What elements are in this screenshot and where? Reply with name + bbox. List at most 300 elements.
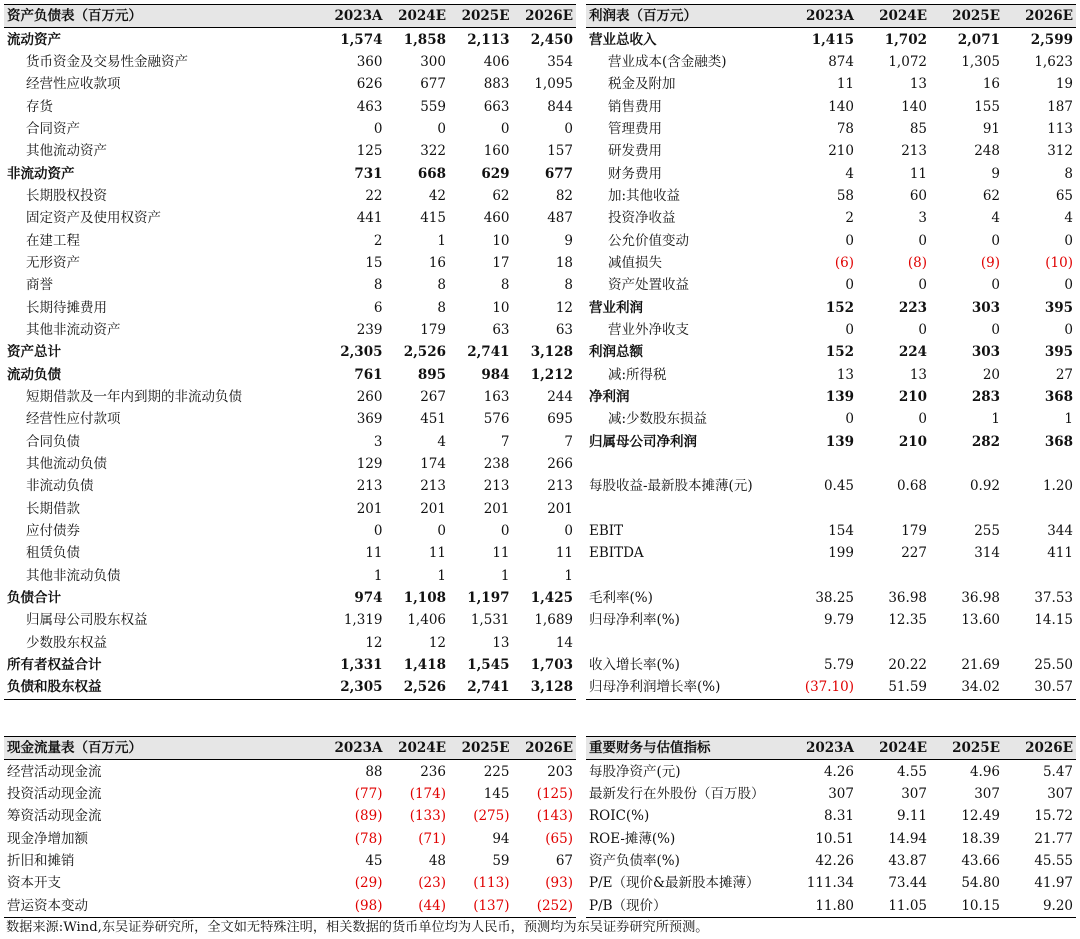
- cell-value: 20: [982, 366, 1000, 383]
- row-label: 合同资产: [26, 120, 80, 137]
- cell-value: 11: [909, 165, 927, 182]
- cell-value: [784, 632, 857, 654]
- cell-value: (137): [449, 894, 513, 917]
- table-row: [4, 565, 576, 587]
- cell-value: 4.55: [896, 763, 927, 780]
- cell-value: 51.59: [857, 676, 930, 699]
- row-label: 减值损失: [608, 254, 662, 271]
- table-row: [4, 185, 576, 207]
- table-row: [4, 73, 576, 95]
- row-label: 减:所得税: [608, 366, 667, 383]
- row-label: 长期待摊费用: [26, 299, 107, 316]
- cell-value: 0: [373, 523, 383, 540]
- cell-value: 129: [356, 456, 383, 473]
- row-label: 经营性应付款项: [26, 411, 121, 428]
- year-header: 2025E: [449, 5, 513, 28]
- row-label: 税金及附加: [608, 76, 676, 93]
- table-row: [4, 827, 576, 849]
- cell-value: 0.68: [896, 478, 927, 495]
- table-row: [586, 386, 1076, 408]
- row-label: 其他非流动资产: [26, 321, 121, 338]
- cell-value: 307: [828, 785, 854, 802]
- table-row: [4, 783, 576, 805]
- row-label: 归母净利润增长率(%): [586, 676, 784, 699]
- row-label: 销售费用: [608, 98, 662, 115]
- cell-value: 0: [918, 232, 927, 249]
- row-label: 研发费用: [608, 143, 662, 160]
- table-row: [586, 252, 1076, 274]
- table-row: [586, 587, 1076, 609]
- cell-value: 0: [845, 232, 854, 249]
- table-row: [586, 229, 1076, 251]
- cell-value: 67: [555, 852, 573, 869]
- cell-value: 11: [428, 545, 446, 562]
- cell-value: 406: [483, 53, 510, 70]
- cell-value: 22: [365, 187, 383, 204]
- cell-value: [930, 498, 1003, 520]
- cell-value: 1,425: [530, 590, 573, 607]
- cell-value: 213: [901, 143, 927, 160]
- cell-value: 283: [971, 389, 1000, 406]
- cell-value: 11: [492, 545, 510, 562]
- cell-value: 21.69: [961, 657, 1000, 674]
- cell-value: 1,702: [884, 31, 927, 48]
- cell-value: 1,418: [403, 657, 446, 674]
- row-label: 合同负债: [26, 433, 80, 450]
- cell-value: 1,319: [343, 612, 383, 629]
- cell-value: 368: [1044, 433, 1073, 450]
- cell-value: (89): [354, 808, 383, 825]
- table-row: [4, 341, 576, 363]
- cell-value: [1003, 453, 1076, 475]
- year-header: 2023A: [784, 737, 857, 760]
- cell-value: 201: [356, 500, 383, 517]
- cell-value: (44): [386, 894, 450, 917]
- cell-value: [1003, 498, 1076, 520]
- cell-value: 8: [437, 299, 446, 316]
- cell-value: 111.34: [806, 875, 854, 892]
- row-label: 无形资产: [26, 254, 80, 271]
- year-header: 2026E: [1003, 737, 1076, 760]
- cell-value: 113: [1047, 120, 1073, 137]
- cell-value: 255: [974, 523, 1000, 540]
- cell-value: (252): [513, 894, 577, 917]
- cell-value: 0: [564, 120, 573, 137]
- cell-value: 0: [1064, 277, 1073, 294]
- cell-value: 576: [483, 411, 510, 428]
- table-row: [4, 386, 576, 408]
- table-row: [4, 520, 576, 542]
- row-label: 资本开支: [7, 875, 61, 892]
- cell-value: 895: [417, 366, 446, 383]
- cell-value: 307: [901, 785, 927, 802]
- cell-value: 10: [492, 299, 510, 316]
- cell-value: (133): [409, 808, 446, 825]
- cell-value: 12: [365, 634, 383, 651]
- cell-value: 88: [365, 763, 383, 780]
- table-row: [4, 760, 576, 783]
- cell-value: 20.22: [888, 657, 927, 674]
- cell-value: 0: [991, 232, 1000, 249]
- row-label: 资产处置收益: [608, 277, 689, 294]
- cell-value: 13: [836, 366, 854, 383]
- cell-value: 1,331: [340, 657, 383, 674]
- table-row: [4, 431, 576, 453]
- row-label: 减:少数股东损益: [608, 411, 708, 428]
- balance-sheet-table: [4, 4, 576, 700]
- cell-value: 18: [555, 254, 573, 271]
- table-row: [4, 805, 576, 827]
- row-label: 折旧和摊销: [7, 852, 75, 869]
- year-header: 2026E: [513, 5, 577, 28]
- row-label: 所有者权益合计: [7, 657, 102, 674]
- cell-value: 8: [564, 277, 573, 294]
- row-label: 存货: [26, 98, 53, 115]
- table-row: [586, 827, 1076, 849]
- table-row: [586, 654, 1076, 676]
- row-label: 投资净收益: [608, 210, 676, 227]
- table-row: [586, 850, 1076, 872]
- row-label: ROIC(%): [589, 808, 650, 825]
- cell-value: 451: [420, 411, 446, 428]
- table-row: [586, 207, 1076, 229]
- row-label: 财务费用: [608, 165, 662, 182]
- table-header-row: [586, 737, 1076, 760]
- table-header-row: [4, 737, 576, 760]
- cell-value: 42.26: [815, 852, 854, 869]
- cell-value: 42: [428, 187, 446, 204]
- cell-value: 11: [555, 545, 573, 562]
- cell-value: 8: [373, 277, 383, 294]
- cell-value: 322: [420, 143, 446, 160]
- table-row: [586, 185, 1076, 207]
- row-label: EBIT: [589, 523, 624, 540]
- table-row: [4, 28, 576, 51]
- cell-value: 9.11: [896, 808, 927, 825]
- cell-value: 677: [544, 165, 573, 182]
- cell-value: 344: [1047, 523, 1073, 540]
- cell-value: 48: [428, 852, 446, 869]
- cell-value: 369: [356, 411, 383, 428]
- cell-value: 307: [974, 785, 1000, 802]
- table-row: [4, 632, 576, 654]
- cell-value: 7: [564, 433, 573, 450]
- cell-value: 27: [1055, 366, 1073, 383]
- row-label: 归属母公司股东权益: [26, 612, 148, 629]
- cell-value: 2,526: [386, 676, 450, 699]
- cell-value: 559: [420, 98, 446, 115]
- cell-value: 12: [555, 299, 573, 316]
- cell-value: 213: [547, 478, 573, 495]
- cell-value: 15.72: [1034, 808, 1073, 825]
- cell-value: 1,212: [530, 366, 573, 383]
- cell-value: 1,415: [811, 31, 854, 48]
- cell-value: 0.45: [823, 478, 854, 495]
- cell-value: 3,128: [530, 344, 573, 361]
- table-row: [586, 760, 1076, 783]
- cell-value: 201: [547, 500, 573, 517]
- row-label: 毛利率(%): [589, 590, 653, 607]
- cell-value: 18.39: [961, 830, 1000, 847]
- cell-value: 12.49: [961, 808, 1000, 825]
- cell-value: 2,450: [530, 31, 573, 48]
- cell-value: 210: [898, 433, 927, 450]
- cell-value: [857, 632, 930, 654]
- row-label: 其他非流动负债: [26, 567, 121, 584]
- cell-value: 441: [356, 210, 383, 227]
- key-metrics-table: [586, 736, 1076, 918]
- row-label: 加:其他收益: [608, 187, 681, 204]
- table-row: [4, 453, 576, 475]
- cell-value: 236: [420, 763, 446, 780]
- row-label: 最新发行在外股份（百万股）: [589, 785, 765, 802]
- cell-value: 4: [845, 165, 854, 182]
- cell-value: (65): [545, 830, 573, 847]
- cell-value: 1,531: [470, 612, 510, 629]
- cell-value: 201: [420, 500, 446, 517]
- cell-value: 0: [845, 321, 854, 338]
- cell-value: 210: [828, 143, 854, 160]
- row-label: 资产负债率(%): [589, 852, 680, 869]
- year-header: 2026E: [513, 737, 577, 760]
- row-label: 筹资活动现金流: [7, 808, 102, 825]
- cell-value: 3,128: [513, 676, 577, 699]
- cell-value: 2,526: [403, 344, 446, 361]
- cell-value: 0: [500, 523, 510, 540]
- table-row: [4, 95, 576, 117]
- cell-value: 1,108: [403, 590, 446, 607]
- cell-value: 395: [1044, 344, 1073, 361]
- table-title: 利润表（百万元）: [586, 5, 784, 28]
- row-label: [586, 453, 784, 475]
- cell-value: 0: [437, 523, 446, 540]
- cell-value: 154: [828, 523, 854, 540]
- table-row: [4, 408, 576, 430]
- row-label: 少数股东权益: [26, 634, 107, 651]
- cell-value: 1: [991, 411, 1000, 428]
- cell-value: (78): [354, 830, 383, 847]
- cell-value: 36.98: [961, 590, 1000, 607]
- cell-value: 9.79: [823, 612, 854, 629]
- cell-value: 463: [356, 98, 383, 115]
- table-row: [586, 520, 1076, 542]
- row-label: 归属母公司净利润: [589, 433, 697, 450]
- row-label: 营业外净收支: [608, 321, 689, 338]
- table-row: [586, 431, 1076, 453]
- cell-value: 1,623: [1034, 53, 1073, 70]
- cell-value: 629: [481, 165, 510, 182]
- cell-value: (6): [834, 254, 854, 271]
- cell-value: (71): [418, 830, 446, 847]
- cell-value: 10: [492, 232, 510, 249]
- table-row: [586, 872, 1076, 894]
- cell-value: 2,741: [467, 344, 510, 361]
- cell-value: 2,741: [449, 676, 513, 699]
- table-row: [586, 632, 1076, 654]
- cell-value: 13: [909, 76, 927, 93]
- cell-value: 10.15: [930, 894, 1003, 917]
- cell-value: 1,703: [530, 657, 573, 674]
- table-row: [586, 783, 1076, 805]
- cell-value: 1: [437, 232, 446, 249]
- cell-value: 14: [555, 634, 573, 651]
- cell-value: (10): [1045, 254, 1073, 271]
- cell-value: 60: [909, 187, 927, 204]
- cell-value: [930, 632, 1003, 654]
- cell-value: 25.50: [1034, 657, 1073, 674]
- row-label: 非流动资产: [7, 165, 75, 182]
- cell-value: 5.79: [823, 657, 854, 674]
- cell-value: 5.47: [1042, 763, 1073, 780]
- cell-value: 16: [428, 254, 446, 271]
- cell-value: 9: [564, 232, 573, 249]
- cell-value: 1,406: [407, 612, 446, 629]
- cell-value: 179: [420, 321, 446, 338]
- table-row: [4, 229, 576, 251]
- cell-value: 1,545: [467, 657, 510, 674]
- cell-value: 4: [991, 210, 1000, 227]
- row-label: 租赁负债: [26, 545, 80, 562]
- table-row: [586, 609, 1076, 631]
- cell-value: [930, 565, 1003, 587]
- cell-value: 0: [500, 120, 510, 137]
- table-row: [4, 296, 576, 318]
- row-label: 营运资本变动: [4, 894, 322, 917]
- cell-value: 213: [356, 478, 383, 495]
- source-footnote: 数据来源:Wind,东吴证券研究所，全文如无特殊注明，相关数据的货币单位均为人民币，预测均为东吴证券研究所预测。: [6, 920, 709, 935]
- row-label: 经营活动现金流: [7, 763, 102, 780]
- cell-value: 59: [492, 852, 510, 869]
- table-row: [4, 118, 576, 140]
- table-row: [586, 95, 1076, 117]
- cell-value: 4.26: [823, 763, 854, 780]
- row-label: 利润总额: [589, 344, 643, 361]
- row-label: 长期借款: [26, 500, 80, 517]
- year-header: 2025E: [930, 737, 1003, 760]
- cell-value: 225: [483, 763, 510, 780]
- cell-value: 36.98: [888, 590, 927, 607]
- cell-value: 267: [420, 389, 446, 406]
- cell-value: 199: [828, 545, 854, 562]
- table-row: [4, 162, 576, 184]
- cell-value: (113): [473, 875, 510, 892]
- row-label: 净利润: [589, 389, 630, 406]
- cell-value: 62: [492, 187, 510, 204]
- cell-value: 12.35: [888, 612, 927, 629]
- cell-value: 9.20: [1003, 894, 1076, 917]
- cell-value: 7: [500, 433, 510, 450]
- cell-value: 1.20: [1042, 478, 1073, 495]
- cell-value: 248: [974, 143, 1000, 160]
- table-row: [586, 676, 1076, 699]
- cell-value: [930, 453, 1003, 475]
- table-title: 现金流量表（百万元）: [4, 737, 322, 760]
- cell-value: 984: [481, 366, 510, 383]
- cell-value: 73.44: [888, 875, 927, 892]
- cell-value: 1: [437, 567, 446, 584]
- row-label: 经营性应收款项: [26, 76, 121, 93]
- cell-value: 187: [1047, 98, 1073, 115]
- table-row: [4, 475, 576, 497]
- row-label: 短期借款及一年内到期的非流动负债: [26, 389, 242, 406]
- cell-value: 663: [483, 98, 510, 115]
- table-row: [586, 274, 1076, 296]
- table-row: [4, 140, 576, 162]
- cell-value: 62: [982, 187, 1000, 204]
- cell-value: (77): [354, 785, 383, 802]
- table-row: [586, 341, 1076, 363]
- table-row: [4, 274, 576, 296]
- table-row: [4, 894, 576, 917]
- cell-value: (93): [545, 875, 573, 892]
- row-label: 营业利润: [589, 299, 643, 316]
- cell-value: 14.15: [1034, 612, 1073, 629]
- cell-value: [857, 453, 930, 475]
- cell-value: 11.80: [784, 894, 857, 917]
- table-row: [4, 609, 576, 631]
- cell-value: 0: [564, 523, 573, 540]
- year-header: 2025E: [449, 737, 513, 760]
- cell-value: 21.77: [1034, 830, 1073, 847]
- cell-value: 12: [428, 634, 446, 651]
- cell-value: 91: [982, 120, 1000, 137]
- table-row: [4, 542, 576, 564]
- cell-value: 11: [365, 545, 383, 562]
- cell-value: 139: [825, 389, 854, 406]
- cell-value: 37.53: [1034, 590, 1073, 607]
- cell-value: 2,305: [322, 676, 386, 699]
- cell-value: (174): [409, 785, 446, 802]
- cell-value: 4: [437, 433, 446, 450]
- row-label: 收入增长率(%): [589, 657, 680, 674]
- cell-value: 395: [1044, 299, 1073, 316]
- row-label: P/E（现价&最新股本摊薄）: [589, 875, 760, 892]
- table-row: [4, 498, 576, 520]
- cell-value: 354: [547, 53, 573, 70]
- cell-value: 82: [555, 187, 573, 204]
- table-row: [4, 587, 576, 609]
- cell-value: [784, 498, 857, 520]
- cell-value: 874: [828, 53, 854, 70]
- cell-value: 677: [420, 76, 446, 93]
- cell-value: 487: [547, 210, 573, 227]
- cell-value: 15: [365, 254, 383, 271]
- row-label: 每股净资产(元): [589, 763, 681, 780]
- cell-value: 9: [991, 165, 1000, 182]
- cell-value: 2,599: [1030, 31, 1073, 48]
- table-row: [4, 364, 576, 386]
- cell-value: 45: [365, 852, 383, 869]
- cell-value: 314: [974, 545, 1000, 562]
- table-row: [586, 140, 1076, 162]
- cell-value: [784, 453, 857, 475]
- cell-value: 140: [901, 98, 927, 115]
- cell-value: 163: [483, 389, 510, 406]
- cell-value: 13: [492, 634, 510, 651]
- cell-value: 43.87: [888, 852, 927, 869]
- cell-value: 239: [356, 321, 383, 338]
- cell-value: 2,305: [340, 344, 383, 361]
- row-label: ROE-摊薄(%): [589, 830, 676, 847]
- cell-value: 157: [547, 143, 573, 160]
- cell-value: 8: [1064, 165, 1073, 182]
- table-row: [586, 805, 1076, 827]
- cell-value: 731: [354, 165, 383, 182]
- cell-value: (8): [907, 254, 927, 271]
- row-label: 负债合计: [7, 590, 61, 607]
- year-header: 2023A: [322, 5, 386, 28]
- cell-value: 85: [909, 120, 927, 137]
